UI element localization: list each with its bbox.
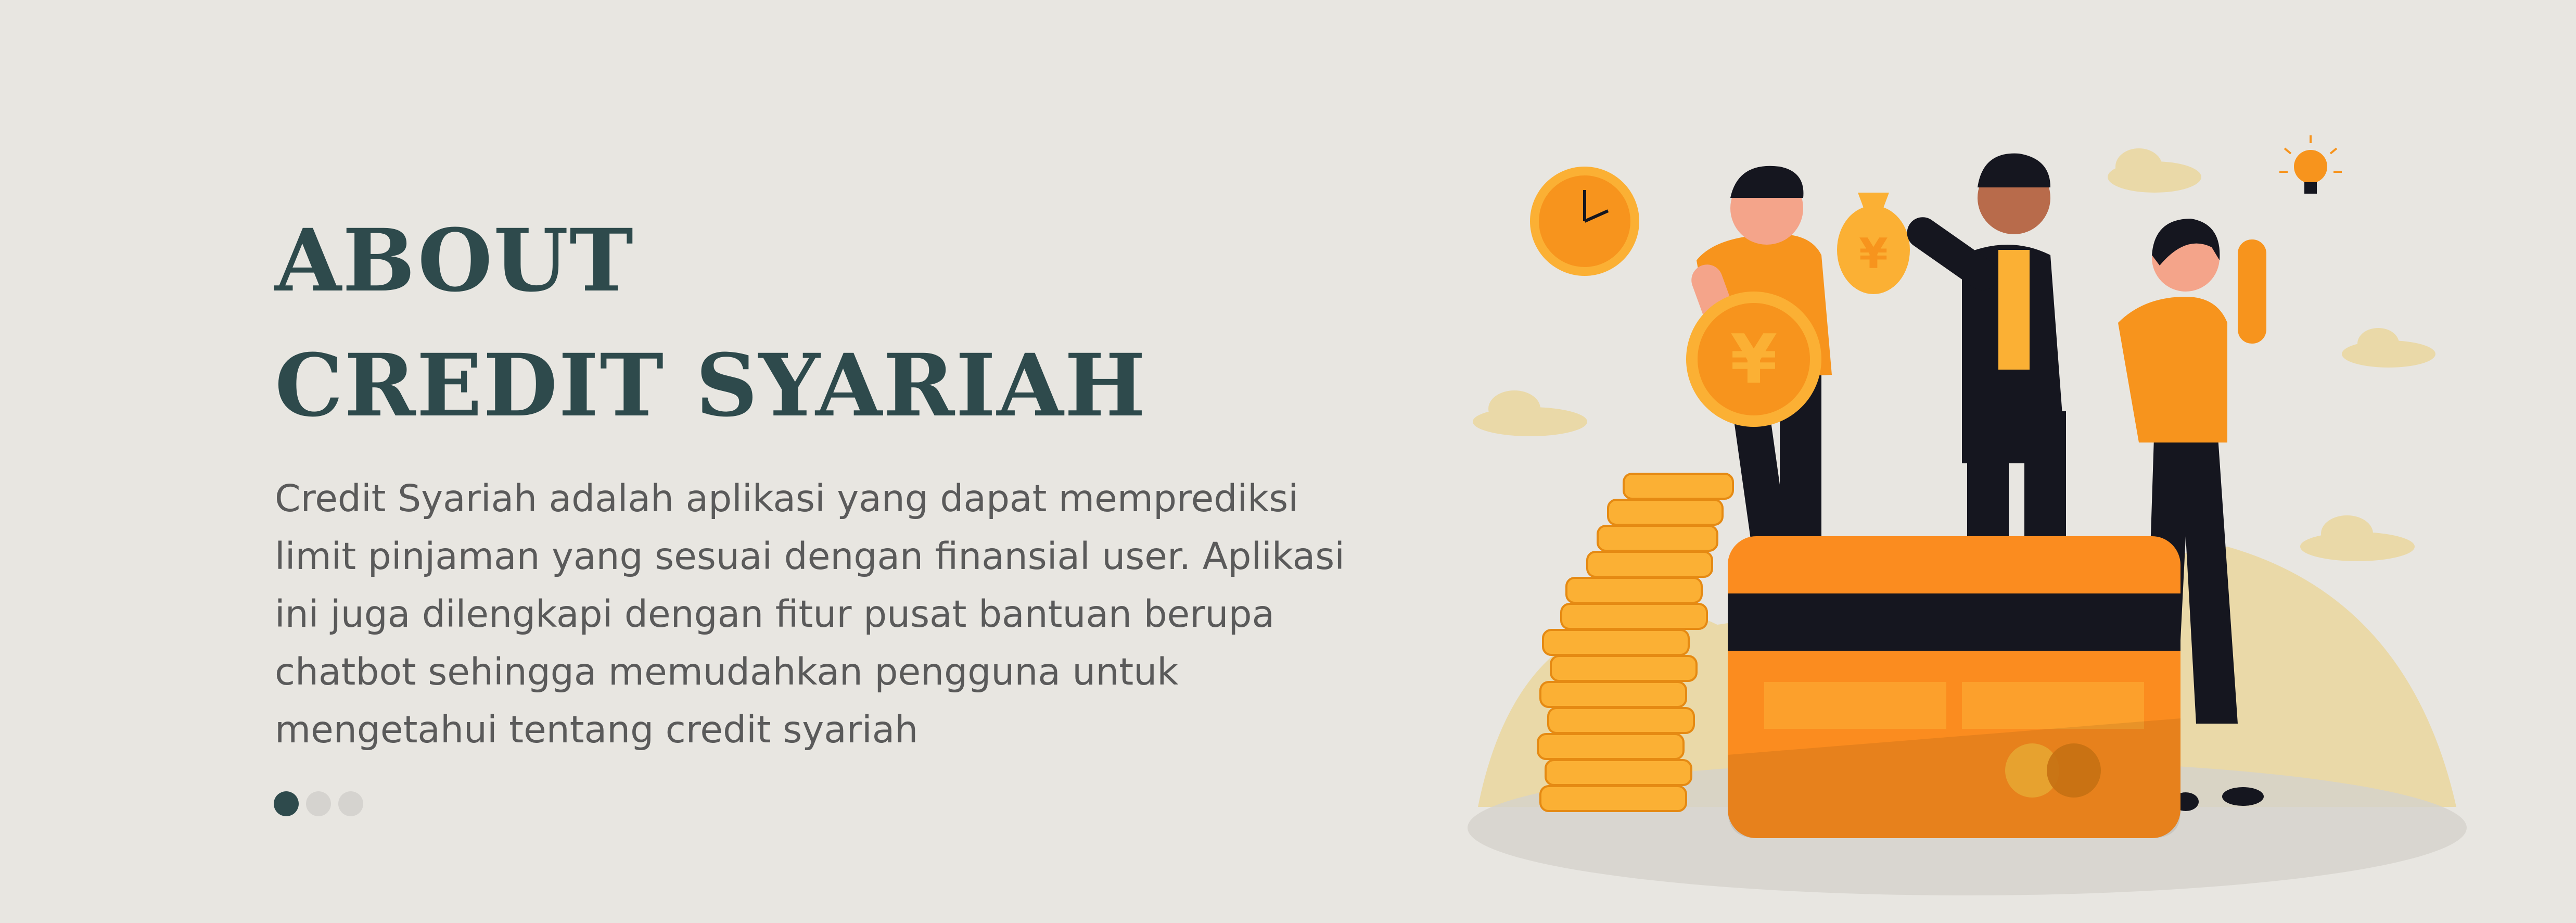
description-line: limit pinjaman yang sesuai dengan finansial user. Aplikasi [275, 535, 1345, 578]
carousel-indicator [274, 791, 363, 816]
coin-icon [1686, 292, 1821, 427]
money-bag-icon [1837, 193, 1910, 294]
carousel-dot-1[interactable] [274, 791, 299, 816]
cloud-icon [1473, 390, 1587, 436]
cloud-icon [2342, 328, 2435, 368]
coin-symbol: ¥ [1730, 320, 1778, 399]
person-middle [1901, 154, 2066, 567]
lightbulb-icon [2279, 135, 2342, 194]
hero-description [275, 470, 1383, 758]
description-line: chatbot sehingga memudahkan pengguna untuk [275, 650, 1179, 693]
carousel-dot-3[interactable] [338, 791, 363, 816]
carousel-dot-2[interactable] [306, 791, 331, 816]
page-title-line-2: CREDIT SYARIAH [275, 335, 1147, 436]
bag-symbol: ¥ [1859, 230, 1888, 278]
credit-card-icon [1728, 536, 2180, 838]
description-line: mengetahui tentang credit syariah [275, 708, 919, 751]
description-line: ini juga dilengkapi dengan fitur pusat bantuan berupa [275, 592, 1275, 636]
page-title-line-1: ABOUT [275, 210, 634, 311]
cloud-icon [2108, 148, 2201, 193]
finance-illustration [1447, 130, 2488, 895]
clock-icon [1530, 167, 1639, 276]
cloud-icon [2300, 515, 2415, 561]
description-line: Credit Syariah adalah aplikasi yang dapat memprediksi [275, 477, 1298, 520]
hero-section [275, 198, 1368, 758]
